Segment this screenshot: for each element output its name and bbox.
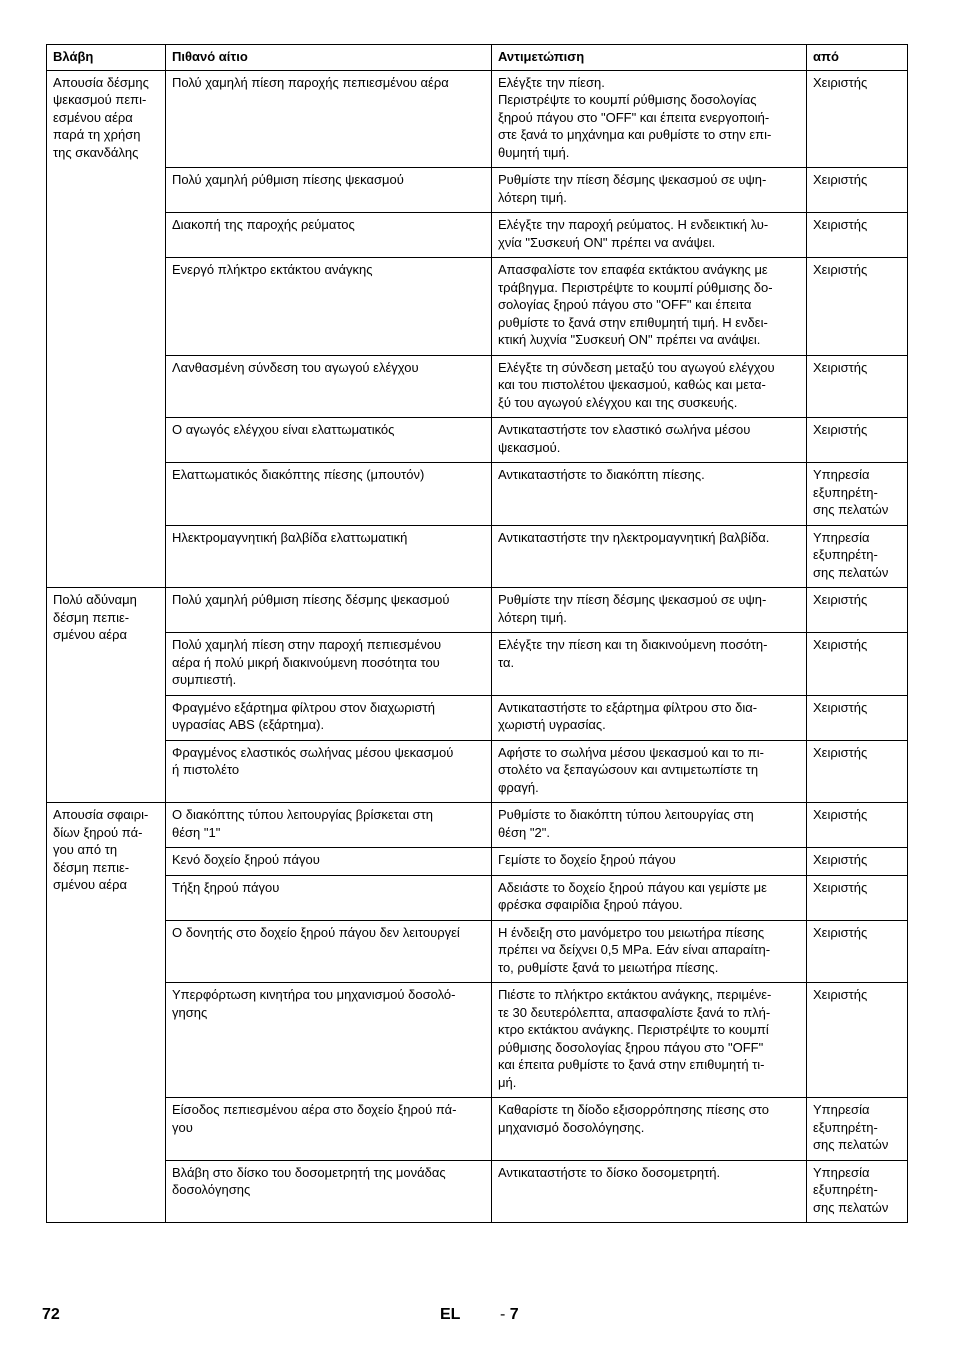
responsible-cell: Υπηρεσία εξυπηρέτη- σης πελατών	[807, 1160, 908, 1223]
table-row	[47, 258, 908, 356]
responsible-cell: Χειριστής	[807, 588, 908, 633]
responsible-cell: Χειριστής	[807, 983, 908, 1098]
cause-cell: Υπερφόρτωση κινητήρα του μηχανισμού δοσολό- γησης	[166, 983, 492, 1098]
cause-cell: Φραγμένος ελαστικός σωλήνας μέσου ψεκασμού ή πιστολέτο	[166, 740, 492, 803]
remedy-cell: Ρυθμίστε την πίεση δέσμης ψεκασμού σε υψη- λότερη τιμή.	[492, 588, 807, 633]
responsible-cell: Χειριστής	[807, 418, 908, 463]
language-code: EL	[440, 1306, 461, 1323]
remedy-cell: Ελέγξτε την πίεση. Περιστρέψτε το κουμπί ρύθμισης δοσολογίας ξηρού πάγου στο "OFF" και έπειτα ενεργοποιή- στε ξανά το μηχάνημα και ρυθμίστε το στην επι- θυμητή τιμή.	[492, 70, 807, 168]
responsible-cell: Υπηρεσία εξυπηρέτη- σης πελατών	[807, 463, 908, 526]
responsible-cell: Χειριστής	[807, 740, 908, 803]
responsible-cell: Χειριστής	[807, 695, 908, 740]
table-row	[47, 633, 908, 696]
remedy-cell: Αντικαταστήστε το εξάρτημα φίλτρου στο δια- χωριστή υγρασίας.	[492, 695, 807, 740]
responsible-cell: Χειριστής	[807, 258, 908, 356]
cause-cell: Ελαττωματικός διακόπτης πίεσης (μπουτόν)	[166, 463, 492, 526]
table-row	[47, 525, 908, 588]
remedy-cell: Ελέγξτε την πίεση και τη διακινούμενη ποσότη- τα.	[492, 633, 807, 696]
cause-cell: Κενό δοχείο ξηρού πάγου	[166, 848, 492, 876]
table-row	[47, 920, 908, 983]
remedy-cell: Απασφαλίστε τον επαφέα εκτάκτου ανάγκης με τράβηγμα. Περιστρέψτε το κουμπί ρύθμισης δο- σολογίας ξηρού πάγου στο "OFF" και έπειτα ρυθμίστε το ξανά στην επιθυμητή τιμή. Η ενδει- κτική λυχνία "Συσκευή ON" πρέπει να ανάψει.	[492, 258, 807, 356]
header-row	[47, 45, 908, 71]
table-row	[47, 875, 908, 920]
responsible-cell: Χειριστής	[807, 848, 908, 876]
responsible-cell: Χειριστής	[807, 168, 908, 213]
table-body	[47, 70, 908, 1223]
table-row	[47, 740, 908, 803]
fault-cell: Πολύ αδύναμη δέσμη πεπιε- σμένου αέρα	[47, 588, 166, 803]
responsible-cell: Χειριστής	[807, 920, 908, 983]
responsible-cell: Χειριστής	[807, 355, 908, 418]
responsible-cell: Χειριστής	[807, 70, 908, 168]
sub-page-number	[500, 1306, 519, 1324]
remedy-cell: Ρυθμίστε την πίεση δέσμης ψεκασμού σε υψη- λότερη τιμή.	[492, 168, 807, 213]
table-row	[47, 848, 908, 876]
cause-cell: Πολύ χαμηλή πίεση παροχής πεπιεσμένου αέρα	[166, 70, 492, 168]
remedy-cell: Αδειάστε το δοχείο ξηρού πάγου και γεμίστε με φρέσκα σφαιρίδια ξηρού πάγου.	[492, 875, 807, 920]
remedy-cell: Αντικαταστήστε την ηλεκτρομαγνητική βαλβίδα.	[492, 525, 807, 588]
table-row	[47, 695, 908, 740]
responsible-cell: Χειριστής	[807, 803, 908, 848]
table-row	[47, 70, 908, 168]
responsible-cell: Χειριστής	[807, 633, 908, 696]
fault-cell: Απουσία σφαιρι- δίων ξηρού πά- γου από τη δέσμη πεπιε- σμένου αέρα	[47, 803, 166, 1223]
remedy-cell: Πιέστε το πλήκτρο εκτάκτου ανάγκης, περιμένε- τε 30 δευτερόλεπτα, απασφαλίστε ξανά το πλή- κτρο εκτάκτου ανάγκης. Περιστρέψτε το κουμπί ρύθμισης δοσολογίας ξηρου πάγου στο "OFF" και έπειτα ρυθμίστε το ξανά στην επιθυμητή τι- μή.	[492, 983, 807, 1098]
remedy-cell: Αφήστε το σωλήνα μέσου ψεκασμού και το πι- στολέτο να ξεπαγώσουν και αντιμετωπίστε τη φραγή.	[492, 740, 807, 803]
remedy-cell: Αντικαταστήστε τον ελαστικό σωλήνα μέσου ψεκασμού.	[492, 418, 807, 463]
header-fault: Βλάβη	[47, 45, 166, 71]
table-row	[47, 1098, 908, 1161]
fault-cell: Απουσία δέσμης ψεκασμού πεπι- εσμένου αέρα παρά τη χρήση της σκανδάλης	[47, 70, 166, 588]
page-number: 72	[42, 1306, 60, 1323]
responsible-cell: Υπηρεσία εξυπηρέτη- σης πελατών	[807, 1098, 908, 1161]
cause-cell: Ο αγωγός ελέγχου είναι ελαττωματικός	[166, 418, 492, 463]
header-remedy: Αντιμετώπιση	[492, 45, 807, 71]
remedy-cell: Αντικαταστήστε το διακόπτη πίεσης.	[492, 463, 807, 526]
cause-cell: Διακοπή της παροχής ρεύματος	[166, 213, 492, 258]
cause-cell: Φραγμένο εξάρτημα φίλτρου στον διαχωριστή υγρασίας ABS (εξάρτημα).	[166, 695, 492, 740]
sub-page-dash: -	[500, 1306, 510, 1323]
table-header	[47, 45, 908, 71]
cause-cell: Λανθασμένη σύνδεση του αγωγού ελέγχου	[166, 355, 492, 418]
table-row	[47, 355, 908, 418]
responsible-cell: Υπηρεσία εξυπηρέτη- σης πελατών	[807, 525, 908, 588]
remedy-cell: Ρυθμίστε το διακόπτη τύπου λειτουργίας στη θέση "2".	[492, 803, 807, 848]
remedy-cell: Γεμίστε το δοχείο ξηρού πάγου	[492, 848, 807, 876]
cause-cell: Τήξη ξηρού πάγου	[166, 875, 492, 920]
remedy-cell: Καθαρίστε τη δίοδο εξισορρόπησης πίεσης στο μηχανισμό δοσολόγησης.	[492, 1098, 807, 1161]
cause-cell: Ο δονητής στο δοχείο ξηρού πάγου δεν λειτουργεί	[166, 920, 492, 983]
responsible-cell: Χειριστής	[807, 213, 908, 258]
cause-cell: Ο διακόπτης τύπου λειτουργίας βρίσκεται στη θέση "1"	[166, 803, 492, 848]
cause-cell: Ηλεκτρομαγνητική βαλβίδα ελαττωματική	[166, 525, 492, 588]
sub-page-value: 7	[509, 1306, 519, 1323]
table-row	[47, 213, 908, 258]
cause-cell: Ενεργό πλήκτρο εκτάκτου ανάγκης	[166, 258, 492, 356]
cause-cell: Πολύ χαμηλή ρύθμιση πίεσης δέσμης ψεκασμού	[166, 588, 492, 633]
table-row	[47, 803, 908, 848]
responsible-cell: Χειριστής	[807, 875, 908, 920]
troubleshooting-table	[46, 44, 908, 1223]
table-row	[47, 168, 908, 213]
table-row	[47, 588, 908, 633]
remedy-cell: Αντικαταστήστε το δίσκο δοσομετρητή.	[492, 1160, 807, 1223]
header-cause: Πιθανό αίτιο	[166, 45, 492, 71]
remedy-cell: Η ένδειξη στο μανόμετρο του μειωτήρα πίεσης πρέπει να δείχνει 0,5 MPa. Εάν είναι απαραίτη- το, ρυθμίστε ξανά το μειωτήρα πίεσης.	[492, 920, 807, 983]
header-by: από	[807, 45, 908, 71]
cause-cell: Είσοδος πεπιεσμένου αέρα στο δοχείο ξηρού πά- γου	[166, 1098, 492, 1161]
table-row	[47, 1160, 908, 1223]
table-row	[47, 418, 908, 463]
cause-cell: Πολύ χαμηλή ρύθμιση πίεσης ψεκασμού	[166, 168, 492, 213]
remedy-cell: Ελέγξτε τη σύνδεση μεταξύ του αγωγού ελέγχου και του πιστολέτου ψεκασμού, καθώς και μετα- ξύ του αγωγού ελέγχου και της συσκευής.	[492, 355, 807, 418]
cause-cell: Πολύ χαμηλή πίεση στην παροχή πεπιεσμένου αέρα ή πολύ μικρή διακινούμενη ποσότητα του συμπιεστή.	[166, 633, 492, 696]
remedy-cell: Ελέγξτε την παροχή ρεύματος. Η ενδεικτική λυ- χνία "Συσκευή ON" πρέπει να ανάψει.	[492, 213, 807, 258]
table-row	[47, 463, 908, 526]
cause-cell: Βλάβη στο δίσκο του δοσομετρητή της μονάδας δοσολόγησης	[166, 1160, 492, 1223]
table-row	[47, 983, 908, 1098]
